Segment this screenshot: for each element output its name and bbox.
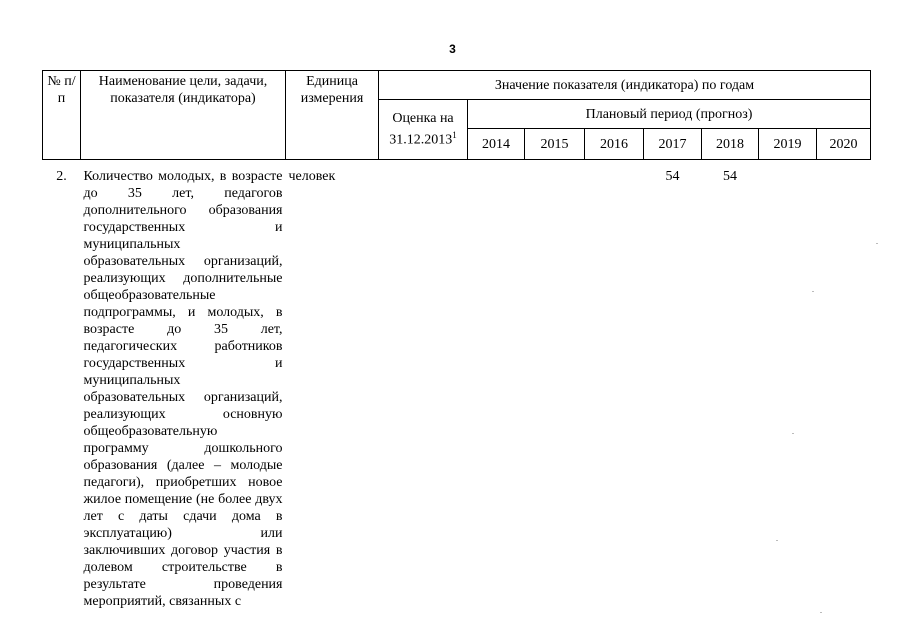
row-value-2016 [585,160,644,611]
row-estimate [379,160,468,611]
indicator-table [42,70,871,610]
header-estimate-text: Оценка на 31.12.2013 [389,111,454,148]
row-value-2019 [759,160,817,611]
row-value-2015 [525,160,585,611]
header-planning-period: Плановый период (прогноз) [468,100,871,129]
header-estimate-footnote: 1 [452,130,457,141]
scan-speck [876,243,878,244]
header-unit: Единица измерения [286,71,379,160]
row-num: 2. [56,169,67,184]
header-values-group: Значение показателя (индикатора) по годам [379,71,871,100]
row-unit: человек [288,169,336,184]
page-number: 3 [449,42,456,56]
header-year-2018: 2018 [702,129,759,160]
header-estimate [379,100,468,160]
row-value-2017: 54 [665,169,680,184]
header-year-2020: 2020 [817,129,871,160]
header-year-2019: 2019 [759,129,817,160]
header-year-2016: 2016 [585,129,644,160]
header-num: № п/п [43,71,81,160]
scan-speck [792,433,794,434]
row-value-2020 [817,160,871,611]
header-name: Наименование цели, задачи, показателя (индикатора) [81,71,286,160]
header-year-2017: 2017 [644,129,702,160]
table-row [43,160,871,611]
header-year-2015: 2015 [525,129,585,160]
scan-speck [820,612,822,613]
row-value-2018: 54 [723,169,737,184]
row-name-text: Количество молодых, в возрасте до 35 лет, педагогов дополнительного образования государственных и муниципальных образовательных организаций, реализующих дополнительные общеобразовательные подпрограммы, и молодых, в возрасте до 35 лет, педагогических работников государственных и муниципальных образовательных организаций, реализующих основную общеобразовательную программу дошкольного образования (далее – молодые педагоги), приобретших новое жилое помещение (не более двух лет с даты сдачи дома в эксплуатацию) или заключивших договор участия в долевом строительстве в результате проведения мероприятий, связанных с [83,169,283,609]
header-year-2014: 2014 [468,129,525,160]
scan-speck [812,291,814,292]
row-value-2014 [468,160,525,611]
scan-speck [776,540,778,541]
row-name [81,160,286,611]
